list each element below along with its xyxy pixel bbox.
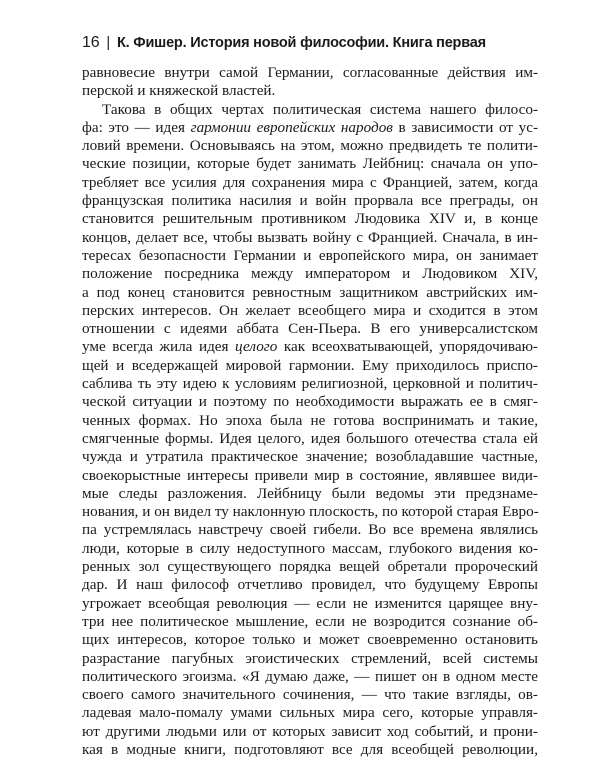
text-line (82, 668, 538, 686)
text-line (82, 338, 538, 356)
text-run: в зависимости от ус- (392, 118, 538, 136)
text-run: фа: это — идея (82, 118, 191, 136)
text-line (82, 723, 538, 741)
text-line (82, 558, 538, 576)
text-run: па устремлялась навстречу своей гибели. Во все времена являлись (82, 521, 538, 539)
page-number: 16 (82, 34, 100, 51)
italic-emphasis: целого (235, 338, 278, 356)
text-line (82, 448, 538, 466)
paragraph (82, 64, 538, 101)
text-run: ладевая мало-помалу умами сильных мира сего, которые управля- (82, 704, 538, 722)
text-run: своекорыстные интересы привели мир в состояние, являвшее види- (82, 466, 538, 484)
text-line (82, 631, 538, 649)
text-run: ренных зол существующего порядка вещей обретали пророческий (82, 558, 538, 576)
text-run: нования, и он видел ту наклонную плоскость, по которой старая Евро- (82, 503, 539, 521)
text-line (82, 576, 538, 594)
text-run: своего самого значительного сочинения, — что такие взгляды, ов- (82, 686, 538, 704)
text-run: а под конец становится ревностным защитником австрийских им- (82, 283, 538, 301)
text-run: равновесие внутри самой Германии, согласованные действия им- (82, 64, 538, 81)
text-run: становится решительным противником Людовика XIV и, в конце (82, 210, 538, 228)
text-run: смягченные формы. Идея целого, идея большого отечества стала ей (82, 429, 538, 447)
text-run: ческие позиции, которые будет занимать Лейбниц: сначала он упо- (82, 155, 538, 173)
text-line (82, 595, 538, 613)
text-run: ческой ситуации и поэтому по необходимости выражать ее в смяг- (82, 393, 538, 411)
text-run: положение посредника между императором и Людовиком XIV, (82, 265, 538, 283)
text-line (82, 485, 538, 503)
text-run: три нее политическое мышление, если не возродится сознание об- (82, 612, 538, 630)
text-run: кая в модные книги, подготовляют все для всеобщей революции, (82, 740, 538, 758)
text-line (82, 284, 538, 302)
text-run: перских интересов. Он желает всеобщего мира и сходится в этом (82, 301, 538, 319)
text-run: угрожает всеобщая революция — если не изменится царящее вну- (82, 594, 538, 612)
text-line (82, 192, 538, 210)
text-run: перской и княжеской властей. (82, 82, 276, 100)
italic-emphasis: гармонии европейских народов (190, 118, 393, 136)
paragraph (82, 101, 538, 759)
text-line (82, 540, 538, 558)
text-run: французская политика насилия и войн прорвала все преграды, он (82, 192, 538, 210)
text-line (82, 521, 538, 539)
text-run: отношении с идеями аббата Сен-Пьера. В его универсалистском (82, 320, 538, 338)
text-line (82, 174, 538, 192)
text-line (82, 467, 538, 485)
running-header (82, 34, 538, 52)
text-line (82, 302, 538, 320)
text-run: ловий времени. Основываясь на этом, можно предвидеть те полити- (82, 137, 538, 155)
text-run: уме всегда жила идея (82, 338, 236, 356)
text-run: дар. И наш философ отчетливо провидел, что будущему Европы (82, 576, 538, 594)
text-line (82, 82, 538, 100)
text-line (82, 650, 538, 668)
text-run: Такова в общих чертах политическая система нашего филосо- (102, 100, 538, 118)
text-line (82, 64, 538, 82)
text-run: политического эгоизма. «Я думаю даже, — пишет он в одном месте (82, 667, 538, 685)
text-run: люди, которые в силу недоступного массам, глубокого видения ко- (82, 539, 538, 557)
text-line (82, 247, 538, 265)
text-run: как всеохватывающей, упорядочиваю- (277, 338, 538, 356)
text-line (82, 704, 538, 722)
book-page (82, 34, 538, 759)
body-text (82, 64, 538, 759)
text-run: мые следы разложения. Лейбницу были ведомы эти предзнаме- (82, 484, 538, 502)
text-run: концов, делает все, чтобы вызвать войну с Францией. Сначала, в ин- (82, 228, 538, 246)
text-run: щих интересов, которое только и может своевременно остановить (82, 631, 538, 649)
text-line (82, 265, 538, 283)
text-line (82, 686, 538, 704)
text-line (82, 137, 538, 155)
text-line (82, 412, 538, 430)
header-separator: | (106, 35, 110, 51)
text-line (82, 229, 538, 247)
text-run: требляет все усилия для сохранения мира с Францией, затем, когда (82, 173, 538, 191)
text-run: щей и вседержащей мировой гармонии. Ему приходилось приспо- (82, 356, 538, 374)
text-run: саблива ть эту идею к условиям религиозной, церковной и политич- (82, 375, 538, 393)
text-run: тересах безопасности Германии и европейского мира, он занимает (82, 246, 538, 264)
text-run: чужда и утратила практическое значение; возобладавшие частные, (82, 448, 538, 466)
text-run: разрастание пагубных эгоистических стремлений, всей системы (82, 649, 538, 667)
text-line (82, 430, 538, 448)
text-line (82, 119, 538, 137)
text-line (82, 101, 538, 119)
text-line (82, 393, 538, 411)
text-line (82, 210, 538, 228)
text-line (82, 155, 538, 173)
text-line (82, 503, 538, 521)
text-run: ченных формах. Но эпоха была не готова воспринимать и такие, (82, 411, 538, 429)
text-line (82, 375, 538, 393)
book-title: К. Фишер. История новой философии. Книга первая (116, 35, 486, 51)
text-line (82, 613, 538, 631)
text-line (82, 357, 538, 375)
text-run: ют другими людьми или от которых зависит ход событий, и прони- (82, 722, 538, 740)
text-line (82, 320, 538, 338)
